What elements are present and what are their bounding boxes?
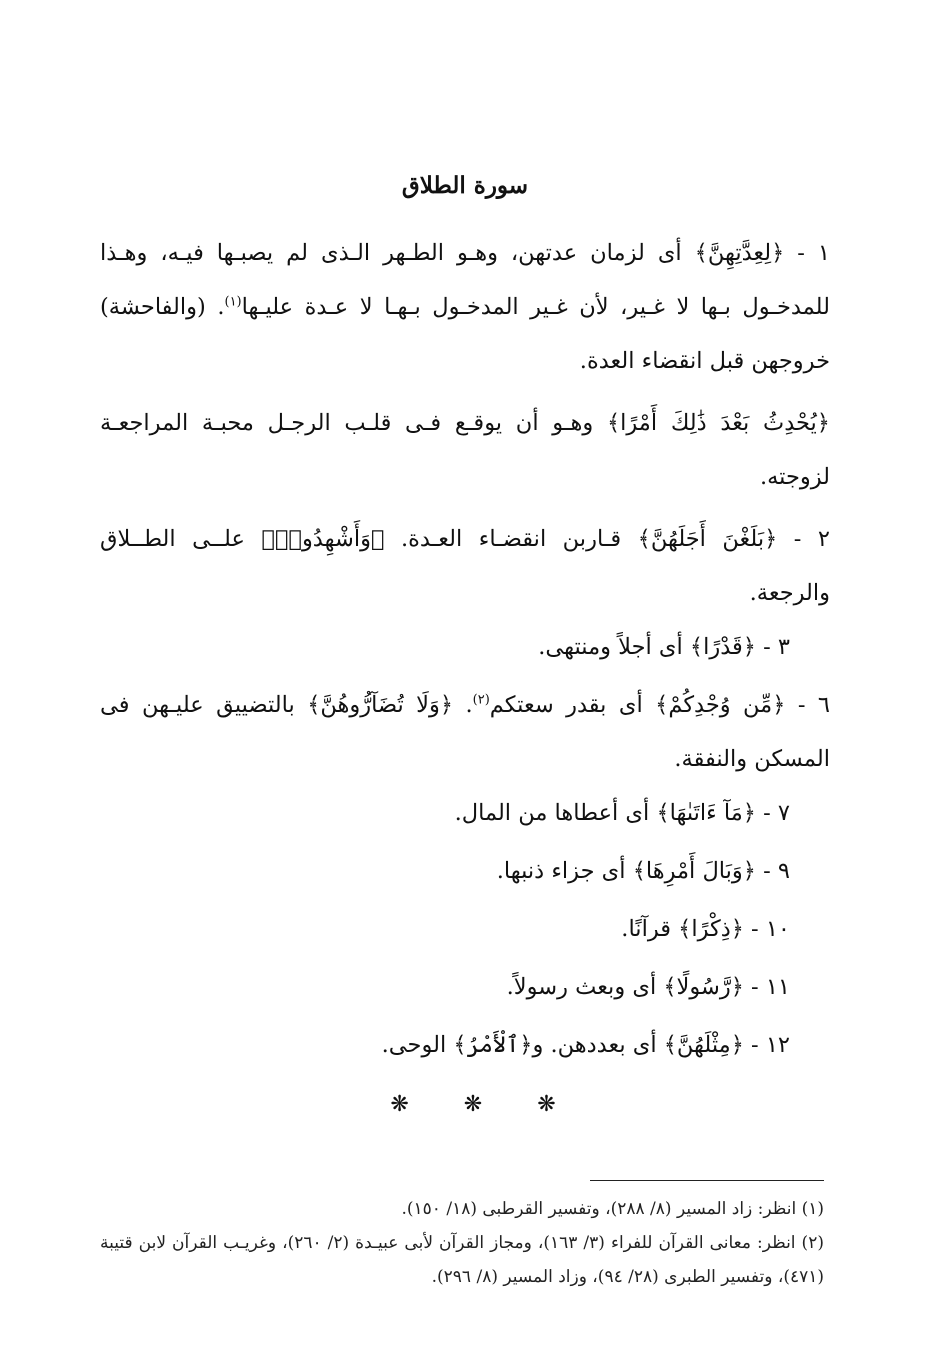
verse-number: ١٠ - xyxy=(743,915,790,942)
verse-text: أى وبعث رسولاً. xyxy=(506,973,664,1000)
verse-text: أى لزمان عدتهن، وهـو الطـهر الـذى لم يصبـها فيـه، وهـذا للمدخـول بـها لا غـير، لأن غـير المدخـول بـهـا لا عـدة عليـها xyxy=(100,239,830,320)
verse-text: بالتضييق عليـهن فى المسكن والنفقة. xyxy=(100,691,830,772)
verse-text: . (والفاحشة) خروجهن قبل انقضاء العدة. xyxy=(100,293,830,374)
quran-quote: ﴿مَآ ءَاتَىٰهَا﴾ xyxy=(656,799,756,826)
verse-text: أى أعطاها من المال. xyxy=(454,799,657,826)
footnote-1: (١) انظر: زاد المسير (٨/ ٢٨٨)، وتفسير القرطبى (١٨/ ١٥٠). xyxy=(401,1199,824,1219)
verse-number: ١٢ - xyxy=(743,1031,790,1058)
quran-quote: ﴿مِثْلَهُنَّ﴾ xyxy=(663,1031,744,1058)
footnotes xyxy=(100,1192,824,1294)
verse-1 xyxy=(100,226,830,388)
verse-number: ٢ - xyxy=(777,525,830,552)
section-end-ornament: ❋ ❋ ❋ xyxy=(390,1091,580,1117)
verse-text: قـاربن انقضـاء العـدة. xyxy=(384,525,638,552)
verse-9 xyxy=(100,844,830,898)
quran-quote: ﴿لِعِدَّتِهِنَّ﴾ xyxy=(694,239,785,266)
verse-number: ١ - xyxy=(784,239,830,266)
page-body xyxy=(100,160,830,1310)
verse-number: ٦ - xyxy=(785,691,830,718)
verse-text: أى بعددهن. و xyxy=(532,1031,664,1058)
verse-1-continued xyxy=(100,396,830,504)
verse-text: أى جزاء ذنبها. xyxy=(496,857,633,884)
footnote-ref-2[interactable]: (٢) xyxy=(472,692,490,708)
verse-text: . xyxy=(453,691,473,718)
quran-quote: ﴿وَلَا تُضَآرُّوهُنَّ﴾ xyxy=(307,691,454,718)
verse-text: قرآنًا. xyxy=(621,915,679,942)
quran-quote: ﴿ٱلْأَمْرُ﴾ xyxy=(453,1031,533,1058)
verse-10 xyxy=(100,902,830,956)
verse-12 xyxy=(100,1018,830,1072)
verse-text: أى بقدر سعتكم xyxy=(489,691,656,718)
verse-text: الوحى. xyxy=(381,1031,454,1058)
verse-number: ٣ - xyxy=(755,633,790,660)
verse-number: ٩ - xyxy=(755,857,790,884)
verse-text: أى أجلاً ومنتهى. xyxy=(538,633,690,660)
verse-7 xyxy=(100,786,830,840)
quran-quote: ﴿يُحْدِثُ بَعْدَ ذَٰلِكَ أَمْرًا﴾ xyxy=(606,409,830,436)
verse-6 xyxy=(100,678,830,786)
quran-quote: ﴿وَأَشْهِدُوا۟﴾ xyxy=(261,525,385,552)
quran-quote: ﴿وَبَالَ أَمْرِهَا﴾ xyxy=(632,857,756,884)
verse-number: ١١ - xyxy=(743,973,790,1000)
verse-3 xyxy=(100,620,830,674)
quran-quote: ﴿قَدْرًا﴾ xyxy=(689,633,756,660)
verse-text: علــى الطــلاق والرجعة. xyxy=(100,525,830,606)
surah-title: سورة الطلاق xyxy=(401,172,529,199)
quran-quote: ﴿رَّسُولًا﴾ xyxy=(663,973,744,1000)
verse-text: وهـو أن يوقـع فـى قلـب الرجـل محبـة المراجعـة لزوجته. xyxy=(100,409,830,490)
quran-quote: ﴿مِّن وُجْدِكُمْ﴾ xyxy=(655,691,786,718)
quran-quote: ﴿ذِكْرًا﴾ xyxy=(678,915,744,942)
verse-number: ٧ - xyxy=(755,799,790,826)
verse-11 xyxy=(100,960,830,1014)
footnote-divider xyxy=(590,1180,824,1181)
quran-quote: ﴿بَلَغْنَ أَجَلَهُنَّ﴾ xyxy=(637,525,778,552)
footnote-ref-1[interactable]: (١) xyxy=(224,294,242,310)
verse-2 xyxy=(100,512,830,620)
footnote-2: (٢) انظر: معانى القرآن للفراء (٣/ ١٦٣)، ومجاز القرآن لأبى عبيـدة (٢/ ٢٦٠)، وغريـب القرآن لابن قتيبة (٤٧١)، وتفسير الطبرى (٢٨/ ٩٤)، وزاد المسير (٨/ ٢٩٦). xyxy=(100,1233,824,1287)
